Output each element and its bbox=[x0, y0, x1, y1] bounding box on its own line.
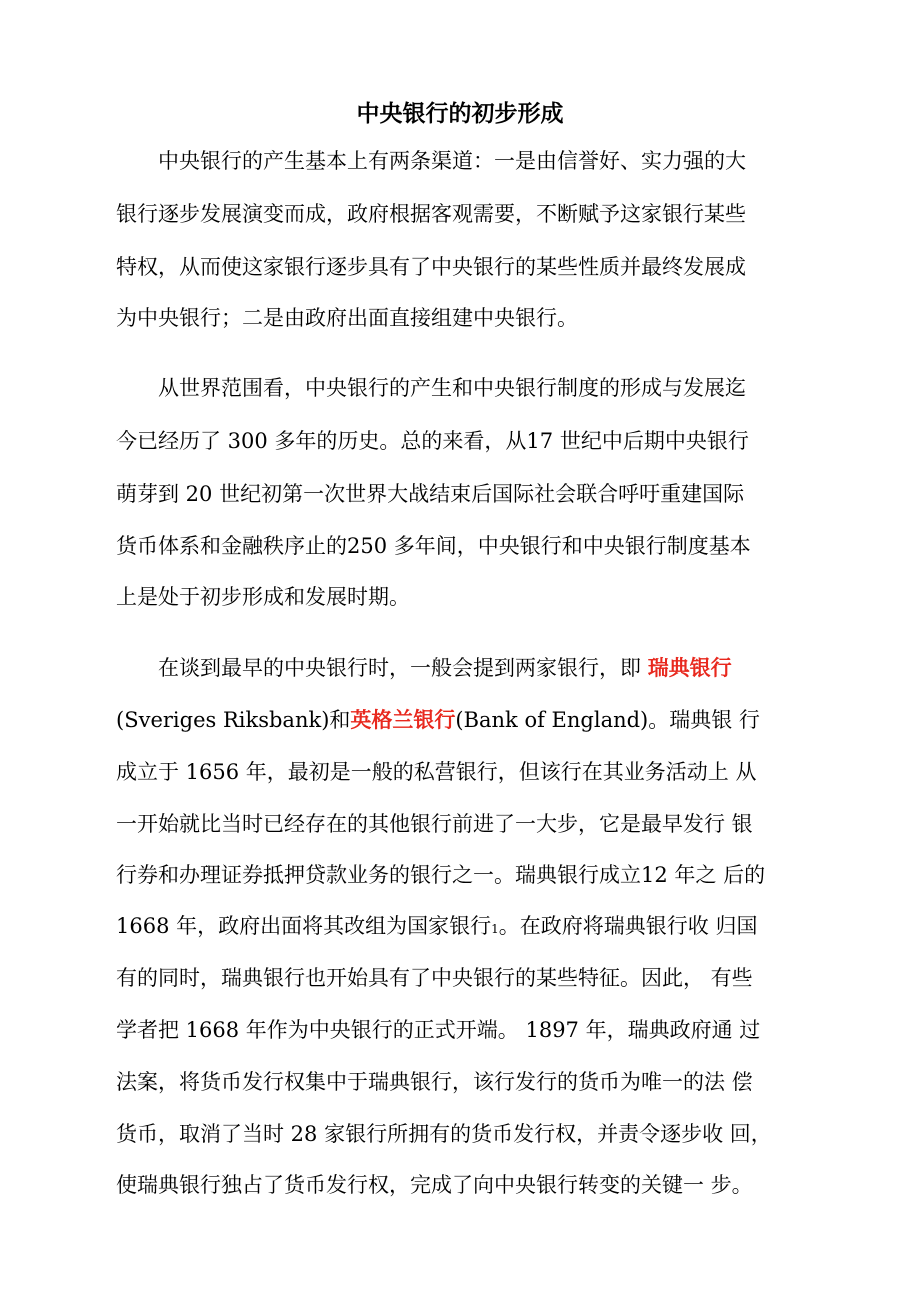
paragraph-3-line-5: 行券和办理证券抵押贷款业务的银行之一。瑞典银行成立12 年之 后的 bbox=[116, 863, 766, 887]
paragraph-2-line-3: 萌芽到 20 世纪初第一次世界大战结束后国际社会联合呼吁重建国际 bbox=[116, 482, 745, 506]
paragraph-2-line-4: 货币体系和金融秩序止的250 多年间，中央银行和中央银行制度基本 bbox=[116, 534, 751, 558]
paragraph-3-line-1 bbox=[158, 653, 862, 683]
paragraph-3-line-7: 有的同时，瑞典银行也开始具有了中央银行的某些特征。因此， 有些 bbox=[116, 966, 753, 990]
footnote-mark: 1 bbox=[491, 922, 499, 936]
paragraph-1-line-4: 为中央银行；二是由政府出面直接组建中央银行。 bbox=[116, 306, 578, 330]
paragraph-3-line-9: 法案，将货币发行权集中于瑞典银行，该行发行的货币为唯一的法 偿 bbox=[116, 1070, 753, 1094]
paragraph-3-line-1-text: 在谈到最早的中央银行时，一般会提到两家银行，即 bbox=[158, 656, 648, 680]
paragraph-2-line-2: 今已经历了 300 多年的历史。总的来看，从17 世纪中后期中央银行 bbox=[116, 429, 749, 453]
page-title: 中央银行的初步形成 bbox=[356, 101, 564, 127]
paragraph-2-line-5: 上是处于初步形成和发展时期。 bbox=[116, 585, 410, 609]
paragraph-3-line-6-prefix: 1668 年，政府出面将其改组为国家银行 bbox=[116, 914, 492, 938]
paragraph-3-line-6 bbox=[116, 911, 820, 944]
paragraph-3-line-2-open: (Sveriges Riksbank)和 bbox=[116, 708, 351, 732]
paragraph-3-line-3: 成立于 1656 年，最初是一般的私营银行，但该行在其业务活动上 从 bbox=[116, 760, 757, 784]
paragraph-3-line-10: 货币，取消了当时 28 家银行所拥有的货币发行权，并责令逐步收 回， bbox=[116, 1122, 772, 1146]
paragraph-1-line-1: 中央银行的产生基本上有两条渠道：一是由信誉好、实力强的大 bbox=[158, 149, 746, 173]
paragraph-3-line-2-rest: (Bank of England)。瑞典银 行 bbox=[455, 708, 760, 732]
paragraph-3-line-2 bbox=[116, 705, 820, 735]
paragraph-3-line-4: 一开始就比当时已经存在的其他银行前进了一大步，它是最早发行 银 bbox=[116, 812, 753, 836]
paragraph-1-line-2: 银行逐步发展演变而成，政府根据客观需要，不断赋予这家银行某些 bbox=[116, 202, 746, 226]
paragraph-3-line-6-suffix: 。在政府将瑞典银行收 归国 bbox=[498, 914, 758, 938]
paragraph-3-line-11: 使瑞典银行独占了货币发行权，完成了向中央银行转变的关键一 步。 bbox=[116, 1173, 753, 1197]
highlight-bank-england: 英格兰银行 bbox=[350, 707, 456, 732]
highlight-bank-sweden: 瑞典银行 bbox=[647, 655, 732, 680]
paragraph-3-line-8: 学者把 1668 年作为中央银行的正式开端。 1897 年，瑞典政府通 过 bbox=[116, 1018, 761, 1042]
paragraph-1-line-3: 特权，从而使这家银行逐步具有了中央银行的某些性质并最终发展成 bbox=[116, 255, 746, 279]
paragraph-2-line-1: 从世界范围看，中央银行的产生和中央银行制度的形成与发展迄 bbox=[158, 376, 746, 400]
